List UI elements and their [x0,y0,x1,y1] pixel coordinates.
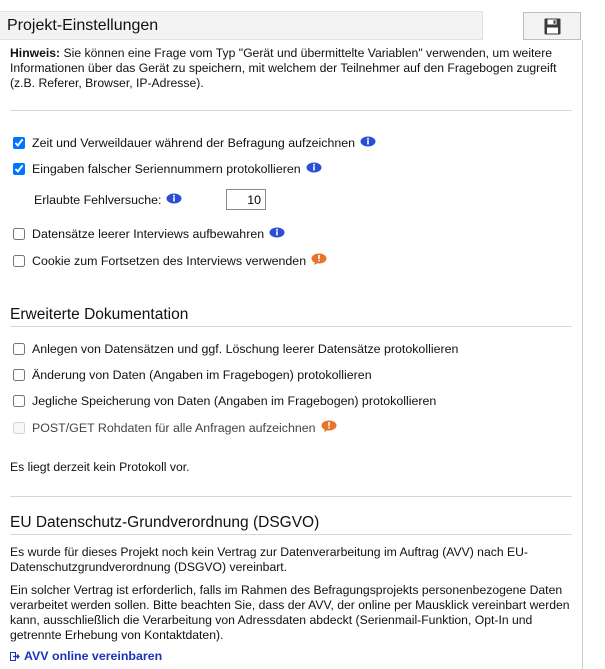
cookie-row[interactable] [13,253,327,268]
protocol-status: Es liegt derzeit kein Protokoll vor. [10,460,190,474]
doc-rawdata-checkbox [13,422,25,434]
serial-logging-label: Eingaben falscher Seriennummern protokollieren [32,162,301,176]
doc-item-rawdata [13,420,337,435]
divider [10,326,572,327]
keep-empty-row[interactable] [13,227,285,241]
doc-save-checkbox[interactable] [13,395,25,407]
allowed-attempts-label: Erlaubte Fehlversuche: [34,193,162,207]
dsgvo-title: EU Datenschutz-Grundverordnung (DSGVO) [10,514,320,531]
avv-link-label[interactable]: AVV online vereinbaren [24,649,163,663]
keep-empty-label: Datensätze leerer Interviews aufbewahren [32,227,265,241]
allowed-attempts-input[interactable] [226,189,266,210]
doc-change-label: Änderung von Daten (Angaben im Fragebogen) protokollieren [32,368,372,382]
arrow-icon [10,652,20,661]
page-title: Projekt-Einstellungen [7,17,159,34]
dsgvo-paragraph-1: Es wurde für dieses Projekt noch kein Vertrag zur Datenverarbeitung im Auftrag (AVV) nach EU-Datenschutzgrundverordnung (DSGVO) vereinbart. [10,545,528,574]
doc-rawdata-label: POST/GET Rohdaten für alle Anfragen aufzeichnen [32,420,316,435]
doc-create-checkbox[interactable] [13,343,25,355]
hint-text [10,46,570,91]
hint-label: Hinweis: [10,46,61,60]
floppy-disk-icon [544,18,561,35]
info-icon[interactable] [306,162,322,176]
cookie-label: Cookie zum Fortsetzen des Interviews verwenden [32,253,307,268]
warning-info-icon[interactable] [311,253,327,268]
warning-info-icon[interactable] [321,420,337,435]
divider [10,110,572,111]
allowed-attempts-row [34,193,182,207]
doc-item-save[interactable] [13,394,436,408]
cookie-checkbox[interactable] [13,255,25,267]
doc-item-change[interactable] [13,368,372,382]
settings-header [0,11,483,40]
doc-create-label: Anlegen von Datensätzen und ggf. Löschung leerer Datensätze protokollieren [32,342,459,356]
avv-link[interactable] [10,649,162,663]
divider [10,534,572,535]
info-icon[interactable] [166,193,182,207]
dsgvo-paragraph-2: Ein solcher Vertrag ist erforderlich, falls im Rahmen des Befragungsprojekts personenbezogene Daten verarbeitet werden sollen. Bitte beachten Sie, dass der AVV, der online per Mausklick vereinbart werden kann, ausschließlich die Verarbeitung von Adressdaten abdeckt (Serienmail-Funktion, Opt-In und getrennte Erhebung von Kontaktdaten). [10,583,570,642]
time-tracking-label: Zeit und Verweildauer während der Befragung aufzeichnen [32,136,356,150]
doc-change-checkbox[interactable] [13,369,25,381]
time-tracking-checkbox[interactable] [13,137,25,149]
doc-item-create[interactable] [13,342,458,356]
save-button[interactable] [523,12,581,40]
hint-body: Sie können eine Frage vom Typ "Gerät und übermittelte Variablen" verwenden, um weitere Informationen über das Gerät zu speichern, mit welchem der Teilnehmer auf den Fragebogen zugreift (z.B. Referer, Browser, IP-Adresse). [10,46,557,90]
doc-save-label: Jegliche Speicherung von Daten (Angaben im Fragebogen) protokollieren [32,394,437,408]
documentation-title: Erweiterte Dokumentation [10,306,189,323]
info-icon[interactable] [360,136,376,150]
divider [10,496,572,497]
serial-logging-checkbox[interactable] [13,163,25,175]
time-tracking-row[interactable] [13,136,376,150]
serial-logging-row[interactable] [13,162,322,176]
keep-empty-checkbox[interactable] [13,228,25,240]
settings-panel [0,40,583,669]
info-icon[interactable] [269,227,285,241]
